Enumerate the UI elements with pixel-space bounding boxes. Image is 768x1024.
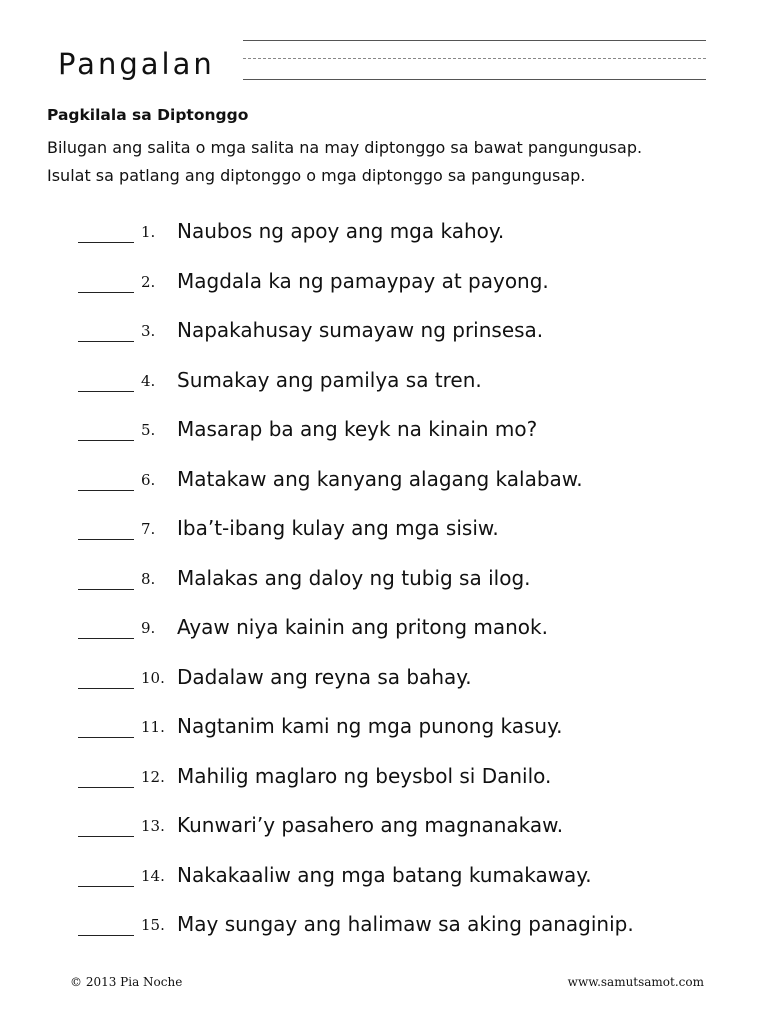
item-number: 12. (141, 767, 165, 786)
answer-blank[interactable] (78, 539, 134, 540)
name-header (0, 0, 768, 100)
instruction-line-1: Bilugan ang salita o mga salita na may diptonggo sa bawat pangungusap. (47, 138, 643, 157)
answer-blank[interactable] (78, 836, 134, 837)
instructions (47, 134, 747, 190)
worksheet-title: Pagkilala sa Diptonggo (47, 106, 249, 124)
answer-blank[interactable] (78, 391, 134, 392)
exercise-item (0, 559, 768, 599)
copyright-text: © 2013 Pia Noche (70, 975, 183, 989)
exercise-item (0, 212, 768, 252)
exercise-item (0, 707, 768, 747)
answer-blank[interactable] (78, 638, 134, 639)
item-sentence: Ayaw niya kainin ang pritong manok. (177, 615, 548, 639)
item-number: 9. (141, 619, 156, 637)
item-sentence: Malakas ang daloy ng tubig sa ilog. (177, 565, 531, 590)
exercise-item (0, 460, 768, 500)
item-number: 1. (141, 223, 156, 241)
item-number: 7. (141, 520, 156, 538)
item-number: 11. (141, 718, 165, 736)
exercise-item (0, 311, 768, 351)
item-sentence: Matakaw ang kanyang alagang kalabaw. (177, 466, 583, 491)
exercise-item (0, 262, 768, 302)
answer-blank[interactable] (78, 242, 134, 243)
answer-blank[interactable] (78, 341, 134, 342)
item-sentence: Naubos ng apoy ang mga kahoy. (177, 219, 505, 243)
item-number: 4. (141, 371, 156, 390)
item-number: 5. (141, 421, 156, 439)
exercise-item (0, 509, 768, 549)
instruction-line-2: Isulat sa patlang ang diptonggo o mga diptonggo sa pangungusap. (47, 166, 586, 185)
item-sentence: Iba’t-ibang kulay ang mga sisiw. (177, 516, 499, 540)
item-sentence: Kunwari’y pasahero ang magnanakaw. (177, 813, 564, 837)
name-line-bottom (243, 79, 706, 80)
item-number: 3. (141, 322, 156, 340)
answer-blank[interactable] (78, 292, 134, 293)
website-text: www.samutsamot.com (567, 975, 704, 989)
item-number: 2. (141, 272, 156, 291)
item-sentence: Nakakaaliw ang mga batang kumakaway. (177, 862, 592, 887)
answer-blank[interactable] (78, 886, 134, 887)
item-number: 14. (141, 866, 165, 885)
exercise-item (0, 905, 768, 945)
exercise-item (0, 856, 768, 896)
answer-blank[interactable] (78, 440, 134, 441)
answer-blank[interactable] (78, 589, 134, 590)
item-sentence: Dadalaw ang reyna sa bahay. (177, 664, 472, 689)
item-number: 13. (141, 817, 165, 835)
item-sentence: Sumakay ang pamilya sa tren. (177, 367, 482, 392)
name-label: Pangalan (58, 47, 215, 81)
answer-blank[interactable] (78, 688, 134, 689)
answer-blank[interactable] (78, 490, 134, 491)
item-sentence: May sungay ang halimaw sa aking panaginip. (177, 912, 634, 936)
exercise-item (0, 806, 768, 846)
answer-blank[interactable] (78, 935, 134, 936)
exercise-item (0, 410, 768, 450)
item-number: 15. (141, 916, 165, 934)
item-sentence: Nagtanim kami ng mga punong kasuy. (177, 714, 563, 738)
item-sentence: Mahilig maglaro ng beysbol si Danilo. (177, 763, 552, 788)
answer-blank[interactable] (78, 787, 134, 788)
exercise-item (0, 361, 768, 401)
item-number: 6. (141, 470, 156, 489)
name-line-top[interactable] (243, 40, 706, 41)
item-sentence: Masarap ba ang keyk na kinain mo? (177, 417, 538, 441)
exercise-item (0, 658, 768, 698)
answer-blank[interactable] (78, 737, 134, 738)
item-number: 8. (141, 569, 156, 588)
exercise-item (0, 608, 768, 648)
item-number: 10. (141, 668, 165, 687)
item-sentence: Magdala ka ng pamaypay at payong. (177, 268, 549, 293)
exercise-item (0, 757, 768, 797)
item-sentence: Napakahusay sumayaw ng prinsesa. (177, 318, 544, 342)
name-line-middle-dashed (243, 58, 706, 59)
